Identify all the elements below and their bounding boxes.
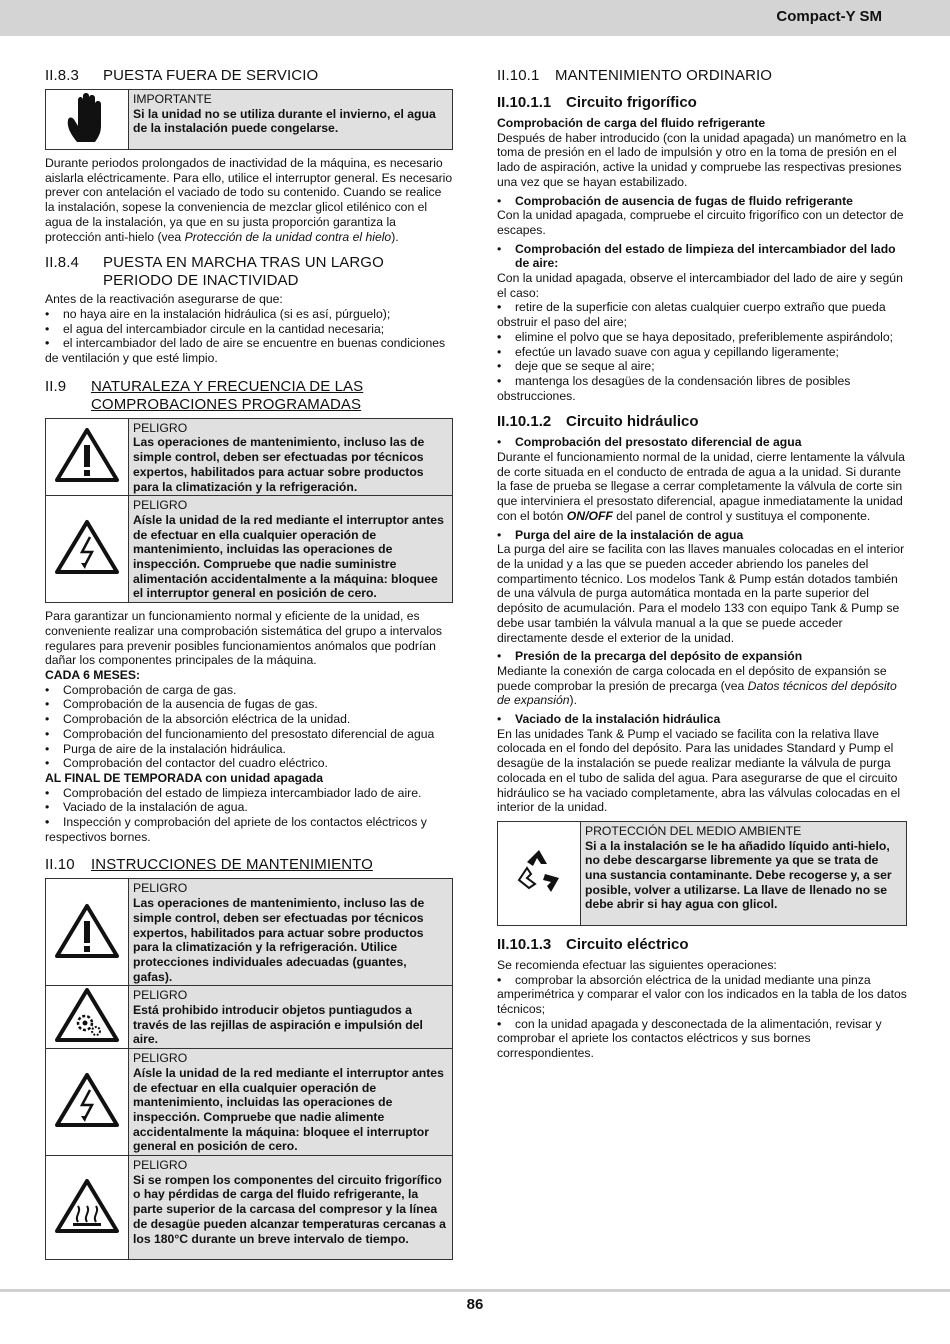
list-item: • • mantenga los desagües de la condensación libres de posibles obstrucciones. (497, 374, 907, 403)
list-item: • deje que se seque al aire; (497, 359, 907, 374)
topic-heading: Comprobación de carga del fluido refrigerante (497, 116, 766, 130)
section-title: PUESTA EN MARCHA TRAS UN LARGO PERIODO DE INACTIVIDAD (103, 254, 384, 290)
notice-text: Aísle la unidad de la red mediante el interruptor antes de efectuar en ella cualquier operación de mantenimiento, incluidas las operaciones de inspección. Compruebe que nadie suministre alimentación accidentalmente a la máquina: bloquee el interruptor general en posición de cero. (133, 512, 444, 601)
list-item-text: el intercambiador del lado de aire se encuentre en buenas condiciones de ventilación y que esté limpio. (45, 336, 446, 366)
right-column (497, 67, 907, 1061)
notice-text: Las operaciones de mantenimiento, incluso las de simple control, deben ser efectuadas por técnicos expertos, habilitados para actuar sobre productos para la climatización y la refrigeración. Utilice protecciones individuales adecuadas (guantes, gafas). (133, 896, 425, 984)
bullet-list (45, 683, 453, 771)
page-number: 86 (466, 1296, 484, 1313)
hot-surface-icon (46, 1156, 129, 1260)
list-item: • Comprobación del contactor del cuadro eléctrico. (45, 756, 453, 771)
subsection-label: CADA 6 MESES: (45, 667, 141, 682)
paragraph: En las unidades Tank & Pump el vaciado se facilita con la relativa llave colocada en el fondo del depósito. Para las unidades Standard y Pump el desagüe de la instalación se puede realizar mediante la válvula de purga colocada en el tubo de salida del agua. Para asegurarse de que el circuito hidráulico se ha vaciado completamente, abra las válvulas colocadas en el interior de la unidad. (497, 726, 901, 815)
subsection-number: II.10.1.3 (497, 935, 552, 953)
subsection-heading (497, 94, 907, 112)
section-heading (45, 856, 453, 874)
paragraph (497, 450, 907, 524)
list-item: • • el intercambiador del lado de aire se encuentre en buenas condiciones de ventilación y que esté limpio. (45, 336, 453, 365)
left-column (45, 67, 453, 1266)
list-item: • Comprobación del estado de limpieza intercambiador lado de aire. (45, 786, 453, 801)
list-item: • Comprobación de la absorción eléctrica de la unidad. (45, 712, 453, 727)
notice-text: Si a la instalación se le ha añadido líquido anti-hielo, no debe descargarse libremente ya que se trata de una sustancia contaminante. Debe recogerse y, a ser posible, volver a utilizarse. La llave de llenado no se debe abrir si hay agua con glicol. (585, 838, 892, 912)
list-item: • efectúe un lavado suave con agua y cepillando ligeramente; (497, 345, 907, 360)
notice-text: Si se rompen los componentes del circuito frigorífico o hay pérdidas de carga del fluido refrigerante, la parte superior de la carcasa del compresor y la línea de desagüe pueden alcanzar temperaturas cercanas a los 180°C durante un breve intervalo de tiempo. (133, 1172, 446, 1246)
section-number: II.8.3 (45, 67, 79, 84)
recycle-icon (498, 821, 581, 925)
list-item-text: comprobar la absorción eléctrica de la unidad mediante una pinza amperimétrica y comparar el valor con los indicados en la tabla de los datos técnicos; (497, 972, 907, 1017)
topic-heading (497, 649, 907, 664)
hand-stop-icon (46, 90, 129, 150)
paragraph: Con la unidad apagada, compruebe el circuito frigorífico con un detector de escapes. (497, 208, 904, 237)
section-title: PUESTA FUERA DE SERVICIO (103, 67, 319, 84)
paragraph-text: del panel de control y sustituya el componente. (612, 508, 871, 523)
topic-heading-text: Vaciado de la instalación hidráulica (515, 712, 721, 727)
notice-important (45, 89, 453, 150)
list-item: • • elimine el polvo que se haya depositado, preferiblemente aspirándolo; (497, 330, 907, 345)
subsection-title: Circuito hidráulico (566, 413, 699, 431)
notice-text: Aísle la unidad de la red mediante el interruptor antes de efectuar en ella cualquier operación de mantenimiento, incluidas las operaciones de inspección. Compruebe que nadie alimente accidentalmente la máquina: bloquee el interruptor general en posición de cero. (133, 1065, 444, 1154)
topic-heading (497, 435, 907, 450)
notice-text: Las operaciones de mantenimiento, incluso las de simple control, deben ser efectuadas por técnicos expertos, habilitados para actuar sobre productos para la climatización y la refrigeración. (133, 435, 425, 494)
topic-heading-text: Presión de la precarga del depósito de expansión (515, 649, 803, 664)
warning-exclamation-icon (46, 879, 129, 986)
electric-hazard-icon (46, 1049, 129, 1156)
paragraph-text: Durante el funcionamiento normal de la unidad, cierre lentamente la válvula de corte situada en el conducto de entrada de agua a la unidad. Si durante la fase de prueba se llegase a cerrar completamente la válvula de corte sin que interviniera el presostato diferencial, apague inmediatamente la unidad con el botón (497, 450, 905, 523)
list-item: • • retire de la superficie con aletas cualquier cuerpo extraño que pueda obstruir el paso del aire; (497, 300, 907, 329)
notice-kind: PELIGRO (133, 420, 188, 435)
cross-reference: Datos técnicos del depósito de expansión (497, 678, 897, 708)
paragraph-text: ). (391, 229, 399, 244)
notice-kind: PELIGRO (133, 498, 188, 513)
section-number: II.10 (45, 856, 75, 874)
list-item: • Purga de aire de la instalación hidráulica. (45, 742, 453, 757)
subsection-number: II.10.1.1 (497, 94, 552, 111)
paragraph: Se recomienda efectuar las siguientes operaciones: (497, 957, 777, 972)
list-item: • • con la unidad apagada y desconectada de la alimentación, revisar y comprobar el apriete los contactos eléctricos y sus bornes correspondientes. (497, 1017, 907, 1061)
section-heading (497, 67, 907, 85)
notice-environment (497, 821, 907, 926)
topic-heading-text: Comprobación del presostato diferencial de agua (515, 435, 802, 450)
list-item: • Vaciado de la instalación de agua. (45, 800, 453, 815)
section-number: II.10.1 (497, 67, 540, 84)
bullet-list (45, 786, 453, 845)
paragraph: Antes de la reactivación asegurarse de que: (45, 292, 283, 307)
section-title: NATURALEZA Y FRECUENCIA DE LAS COMPROBACIONES PROGRAMADAS (91, 377, 364, 413)
cross-reference: Protección de la unidad contra el hielo (184, 229, 392, 244)
topic-heading (497, 194, 907, 209)
section-heading (45, 254, 453, 290)
subsection-heading (497, 936, 907, 954)
topic-heading (497, 242, 907, 271)
notice-kind: PELIGRO (133, 988, 188, 1003)
bullet-list (497, 300, 907, 403)
section-number: II.8.4 (45, 254, 79, 272)
topic-heading (497, 528, 907, 543)
topic-heading-text: Comprobación de ausencia de fugas de fluido refrigerante (515, 193, 853, 208)
header-bar (0, 0, 950, 36)
notice-kind: PELIGRO (133, 1158, 188, 1173)
paragraph: Para garantizar un funcionamiento normal y eficiente de la unidad, es conveniente realizar una comprobación sistemática del grupo a intervalos regulares para prevenir posibles funcionamientos anómalos que podrían dañar los componentes principales de la máquina. (45, 609, 442, 668)
subsection-title: Circuito frigorífico (566, 94, 697, 111)
list-item-text: Inspección y comprobación del apriete de los contactos eléctricos y respectivos bornes. (45, 815, 427, 844)
list-item-text: mantenga los desagües de la condensación libres de posibles obstrucciones. (497, 373, 851, 403)
list-item: • • Inspección y comprobación del apriete de los contactos eléctricos y respectivos bornes. (45, 815, 453, 844)
paragraph-text: Mediante la conexión de carga colocada en el depósito de expansión se puede comprobar la presión de precarga (vea (497, 663, 887, 693)
list-item: • Comprobación del funcionamiento del presostato diferencial de agua (45, 727, 453, 742)
electric-hazard-icon (46, 496, 129, 603)
bullet-list (497, 973, 907, 1061)
section-title: INSTRUCCIONES DE MANTENIMIENTO (91, 856, 373, 874)
section-heading (45, 378, 453, 414)
notice-kind: PELIGRO (133, 881, 188, 896)
subsection-title: Circuito eléctrico (566, 935, 689, 953)
list-item-text: elimine el polvo que se haya depositado, preferiblemente aspirándolo; (515, 329, 894, 344)
subsection-heading (497, 413, 907, 431)
notice-text: Está prohibido introducir objetos puntiagudos a través de las rejillas de aspiración e impulsión del aire. (133, 1003, 423, 1047)
footer-divider (0, 1289, 950, 1292)
subsection-label: AL FINAL DE TEMPORADA con unidad apagada (45, 770, 324, 785)
section-heading (45, 67, 453, 85)
paragraph: Con la unidad apagada, observe el intercambiador del lado de aire y según el caso: (497, 271, 903, 300)
notice-danger-group (45, 878, 453, 1260)
subsection-number: II.10.1.2 (497, 413, 552, 431)
bullet-list (45, 307, 453, 366)
document-title: Compact-Y SM (776, 8, 882, 25)
paragraph (45, 156, 453, 244)
topic-heading (497, 712, 907, 727)
section-title: MANTENIMIENTO ORDINARIO (555, 67, 773, 84)
notice-kind: PROTECCIÓN DEL MEDIO AMBIENTE (585, 823, 802, 838)
section-number: II.9 (45, 377, 67, 395)
paragraph-text: Durante periodos prolongados de inactividad de la máquina, es necesario aislarla eléctricamente. Para ello, utilice el interruptor general. Es necesario prever con antelación el vaciado de todo su contenido. Cuando se realice la instalación, sopese la conveniencia de mezclar glicol etilénico con el agua de la instalación, ya que en su justa proporción garantiza la protección anti-hielo (vea (45, 156, 453, 244)
paragraph: Después de haber introducido (con la unidad apagada) un manómetro en la toma de presión en el lado de impulsión y otro en la toma de presión en el lado de aspiración, active la unidad y compruebe las respectivas presiones una vez que se hayan estabilizado. (497, 130, 907, 189)
topic-heading-text: Comprobación del estado de limpieza del intercambiador del lado de aire: (515, 241, 896, 271)
list-item: • el agua del intercambiador circule en la cantidad necesaria; (45, 322, 453, 337)
list-item: • Comprobación de carga de gas. (45, 683, 453, 698)
notice-text: Si la unidad no se utiliza durante el invierno, el agua de la instalación puede congelarse. (133, 106, 436, 136)
list-item-text: con la unidad apagada y desconectada de la alimentación, revisar y comprobar el apriete los contactos eléctricos y sus bornes correspondientes. (497, 1016, 882, 1061)
list-item: • Comprobación de la ausencia de fugas de gas. (45, 697, 453, 712)
notice-danger-group (45, 418, 453, 603)
paragraph (497, 664, 907, 708)
notice-kind: IMPORTANTE (133, 92, 212, 106)
paragraph-text: ). (569, 693, 577, 708)
topic-heading-text: Purga del aire de la instalación de agua (515, 527, 744, 542)
warning-exclamation-icon (46, 418, 129, 496)
list-item: • no haya aire en la instalación hidráulica (si es así, púrguelo); (45, 307, 453, 322)
notice-kind: PELIGRO (133, 1051, 188, 1066)
rotating-fan-hazard-icon (46, 986, 129, 1049)
paragraph: La purga del aire se facilita con las llaves manuales colocadas en el interior de la unidad y a las que se pueden acceder abriendo los paneles del compartimento técnico. Los modelos Tank & Pump están dotados también de una válvula de purga automática montada en la parte superior del depósito de acumulación. Para el modelo 133 con equipo Tank & Pump se debe usar también la válvula manual a la que se puede acceder directamente desde el exterior de la unidad. (497, 542, 905, 645)
onoff-button-label: ON/OFF (566, 508, 613, 523)
list-item: • • comprobar la absorción eléctrica de la unidad mediante una pinza amperimétrica y comparar el valor con los indicados en la tabla de los datos técnicos; (497, 973, 907, 1017)
list-item-text: retire de la superficie con aletas cualquier cuerpo extraño que pueda obstruir el paso del aire; (497, 300, 886, 330)
